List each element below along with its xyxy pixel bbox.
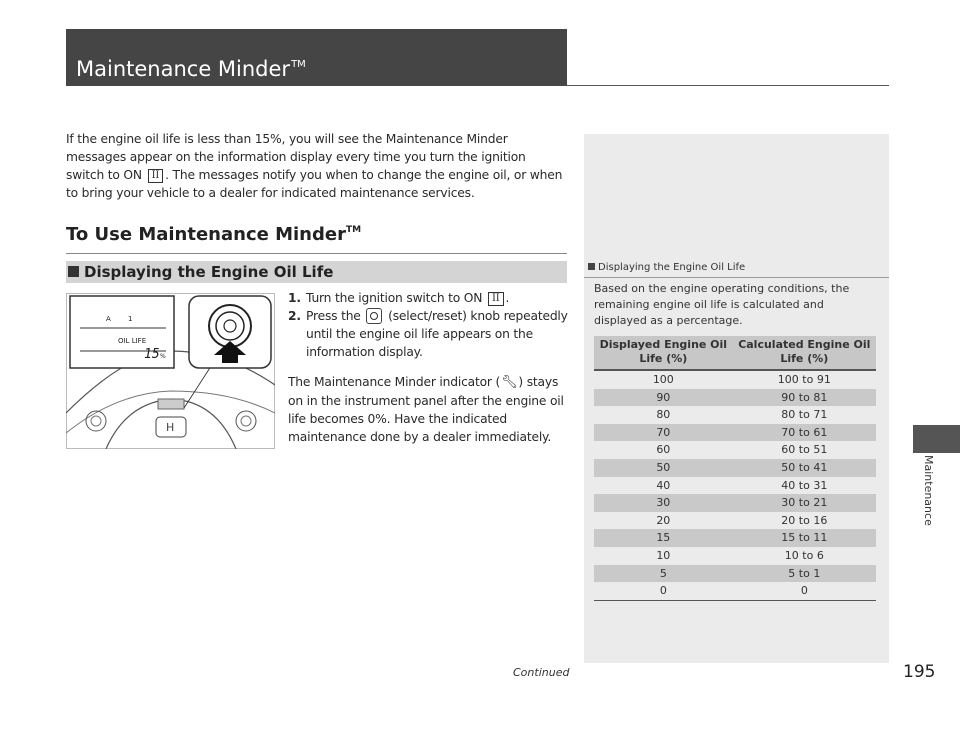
subsection-heading — [66, 261, 567, 283]
indicator-text-1: The Maintenance Minder indicator ( — [288, 375, 501, 389]
square-bullet-icon — [68, 266, 79, 277]
oil-life-label: OIL LIFE — [118, 337, 147, 345]
page-title — [66, 29, 567, 86]
oil-life-value: 15 — [144, 347, 160, 362]
table-cell: 80 — [656, 408, 671, 422]
table-row — [594, 389, 876, 407]
table-row — [594, 370, 876, 389]
trip-char: 1 — [128, 315, 133, 323]
side-note-heading — [584, 262, 889, 278]
table-row — [594, 441, 876, 459]
table-cell: 50 — [594, 459, 733, 477]
wrench-icon: 🔧︎ — [501, 375, 518, 390]
table-cell: 20 to 16 — [781, 513, 828, 527]
table-cell: 10 to 6 — [784, 548, 824, 562]
column-header-displayed: Displayed Engine Oil Life (%) — [594, 336, 733, 370]
indicator-text-2: ) stays on in the instrument panel after the engine oil life becomes 0%. Have the indicated maintenance done by a dealer immediately. — [288, 375, 564, 444]
table-cell: 80 to 71 — [781, 408, 828, 422]
step-number: 1. — [288, 291, 301, 305]
table-row — [594, 406, 876, 424]
continued-label: Continued — [513, 666, 570, 679]
table-cell: 40 — [656, 478, 671, 492]
table-cell: 15 — [594, 529, 733, 547]
table-cell: 60 — [656, 443, 671, 457]
step-2-text — [306, 307, 573, 361]
step-2-post: (select/reset) knob repeatedly until the engine oil life appears on the information display. — [306, 309, 568, 359]
title-rule — [567, 85, 889, 86]
section-heading-text: To Use Maintenance Minder — [66, 224, 346, 245]
intro-paragraph — [66, 130, 566, 202]
table-cell: 0 — [594, 582, 733, 600]
ignition-on-key: II — [148, 169, 164, 183]
square-bullet-icon — [588, 263, 595, 270]
table-cell: 15 to 11 — [733, 529, 876, 547]
subsection-heading-text: Displaying the Engine Oil Life — [84, 263, 334, 281]
table-cell: 90 — [594, 389, 733, 407]
table-header-row — [594, 336, 876, 370]
ignition-on-key: II — [488, 292, 504, 306]
indicator-paragraph — [288, 373, 573, 446]
table-row — [594, 477, 876, 495]
column-header-calculated: Calculated Engine Oil Life (%) — [733, 336, 876, 370]
table-cell: 60 to 51 — [781, 443, 828, 457]
table-cell: 50 to 41 — [733, 459, 876, 477]
table-cell: 70 — [594, 424, 733, 442]
page-title-text: Maintenance Minder — [76, 57, 291, 81]
table-row — [594, 512, 876, 530]
table-row — [594, 565, 876, 583]
step-1-text — [306, 289, 509, 307]
table-row — [594, 424, 876, 442]
intro-text-2: . The messages notify you when to change the engine oil, or when to bring your vehicle to a dealer for indicated maintenance services. — [66, 168, 563, 200]
section-heading — [66, 224, 567, 254]
table-cell: 5 — [594, 565, 733, 583]
svg-text:H: H — [166, 421, 175, 434]
table-cell: 0 — [733, 582, 876, 600]
table-row — [594, 582, 876, 600]
oil-life-table — [594, 336, 876, 601]
table-cell: 30 to 21 — [733, 494, 876, 512]
table-cell: 20 — [656, 513, 671, 527]
step-number: 2. — [288, 309, 301, 323]
side-note-panel — [584, 134, 889, 663]
table-cell: 100 to 91 — [777, 373, 831, 386]
step-2-pre: Press the — [306, 309, 361, 323]
table-row — [594, 547, 876, 565]
table-cell: 30 — [594, 494, 733, 512]
display-char: A — [106, 315, 111, 323]
table-cell: 5 to 1 — [733, 565, 876, 583]
step-1 — [288, 289, 573, 307]
trademark-mark: TM — [345, 225, 362, 235]
chapter-tab-marker — [913, 425, 960, 453]
side-note-text: Based on the engine operating conditions, the remaining engine oil life is calculated and displayed as a percentage. — [594, 282, 850, 327]
step-1-pre: Turn the ignition switch to ON — [306, 291, 483, 305]
table-cell: 10 — [656, 548, 671, 562]
table-cell: 70 to 61 — [733, 424, 876, 442]
intro-text-1: If the engine oil life is less than 15%, you will see the Maintenance Minder messages appear on the information display every time you turn the ignition switch to ON — [66, 132, 526, 182]
table-row — [594, 494, 876, 512]
table-row — [594, 459, 876, 477]
table-cell: 100 — [652, 373, 674, 386]
step-2 — [288, 307, 573, 361]
table-row — [594, 529, 876, 547]
trademark-mark: TM — [291, 59, 306, 70]
side-note-heading-text: Displaying the Engine Oil Life — [598, 262, 746, 273]
step-1-post: . — [505, 291, 510, 305]
table-cell: 90 to 81 — [733, 389, 876, 407]
instrument-panel-illustration — [66, 293, 275, 449]
chapter-tab-label: Maintenance — [922, 455, 935, 526]
page-number: 195 — [903, 662, 936, 682]
table-cell: 40 to 31 — [781, 478, 828, 492]
select-reset-knob-icon — [366, 308, 382, 324]
oil-life-unit: % — [160, 353, 166, 360]
instruction-steps — [288, 289, 573, 446]
